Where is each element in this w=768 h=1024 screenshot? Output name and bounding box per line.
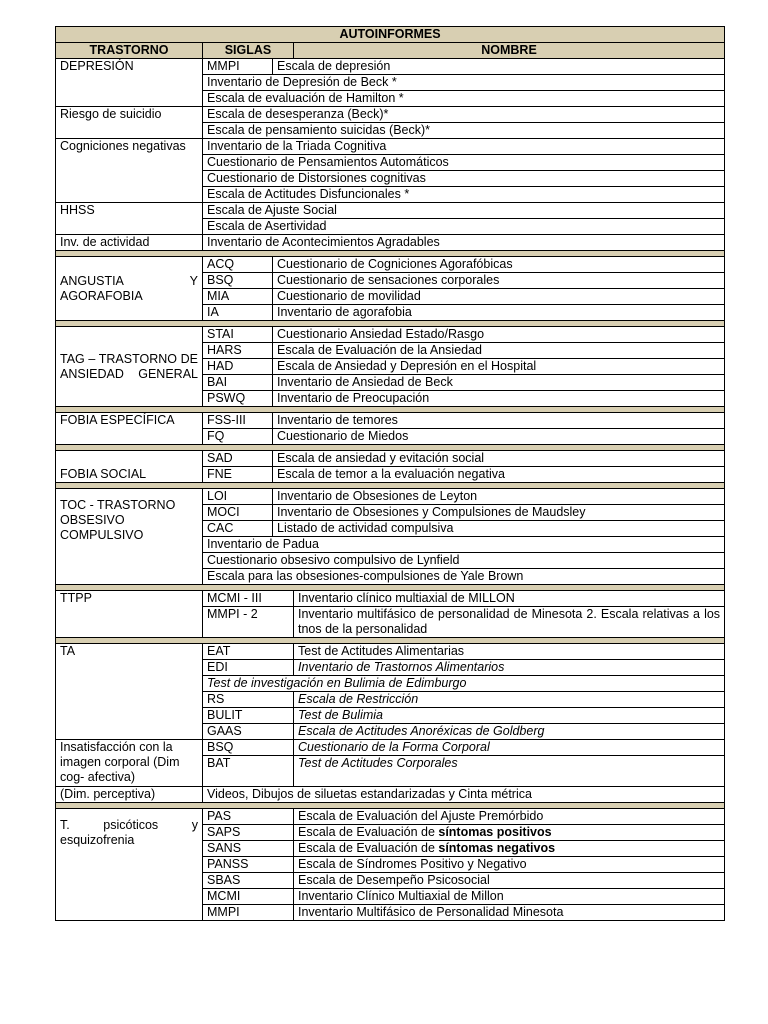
name-cell: Inventario Clínico Multiaxial de Millon <box>294 889 725 905</box>
sigla-cell: PSWQ <box>203 391 273 407</box>
sigla-cell: FNE <box>203 467 273 483</box>
header-nombre: NOMBRE <box>294 43 725 59</box>
name-cell: Inventario de temores <box>273 413 725 429</box>
sigla-cell: BSQ <box>203 740 294 756</box>
sigla-cell: MIA <box>203 289 273 305</box>
table-row <box>56 203 725 219</box>
name-cell: Inventario Multifásico de Personalidad Minesota <box>294 905 725 921</box>
disorder-toc <box>56 489 203 585</box>
name-bold: síntomas positivos <box>438 825 552 839</box>
name-cell: Escala de Evaluación de la Ansiedad <box>273 343 725 359</box>
name-cell: Inventario de Obsesiones y Compulsiones de Maudsley <box>273 505 725 521</box>
name-cell: Escala de evaluación de Hamilton * <box>203 91 725 107</box>
name-cell: Escala de Actitudes Anoréxicas de Goldberg <box>294 724 725 740</box>
header-row <box>56 43 725 59</box>
name-cell: Inventario de Padua <box>203 537 725 553</box>
name-cell: Inventario de agorafobia <box>273 305 725 321</box>
sigla-cell: STAI <box>203 327 273 343</box>
name-prefix: Escala de Evaluación de <box>298 825 439 839</box>
sigla-cell: RS <box>203 692 294 708</box>
sigla-cell: PAS <box>203 809 294 825</box>
title-row <box>56 27 725 43</box>
name-cell: Escala de Ansiedad y Depresión en el Hospital <box>273 359 725 375</box>
name-cell: Test de Bulimia <box>294 708 725 724</box>
name-cell: Escala de Actitudes Disfuncionales * <box>203 187 725 203</box>
table-row <box>56 59 725 75</box>
name-cell: Inventario multifásico de personalidad de Minesota 2. Escala relativas a los tnos de la personalidad <box>294 607 725 638</box>
disorder-angustia: ANGUSTIA Y AGORAFOBIA <box>56 257 203 321</box>
name-cell: Cuestionario de sensaciones corporales <box>273 273 725 289</box>
sigla-cell: FSS-III <box>203 413 273 429</box>
sigla-cell: BAI <box>203 375 273 391</box>
name-cell: Escala de desesperanza (Beck)* <box>203 107 725 123</box>
autoinformes-document <box>55 26 724 921</box>
name-cell: Cuestionario de Distorsiones cognitivas <box>203 171 725 187</box>
disorder-ttpp: TTPP <box>56 591 203 638</box>
sigla-cell: HAD <box>203 359 273 375</box>
table-row <box>56 327 725 343</box>
sigla-cell: MCMI <box>203 889 294 905</box>
name-cell: Inventario de la Triada Cognitiva <box>203 139 725 155</box>
name-cell: Escala de ansiedad y evitación social <box>273 451 725 467</box>
disorder-actividad: Inv. de actividad <box>56 235 203 251</box>
name-cell: Escala de depresión <box>273 59 725 75</box>
name-cell: Escala de Asertividad <box>203 219 725 235</box>
name-cell: Inventario de Obsesiones de Leyton <box>273 489 725 505</box>
sigla-cell: ACQ <box>203 257 273 273</box>
table-row <box>56 740 725 756</box>
table-row <box>56 489 725 505</box>
name-cell: Cuestionario de Miedos <box>273 429 725 445</box>
sigla-cell: PANSS <box>203 857 294 873</box>
sigla-cell: EDI <box>203 660 294 676</box>
name-cell: Inventario de Ansiedad de Beck <box>273 375 725 391</box>
name-cell: Escala de Desempeño Psicosocial <box>294 873 725 889</box>
table-row <box>56 107 725 123</box>
disorder-cogniciones: Cogniciones negativas <box>56 139 203 203</box>
disorder-suicidio: Riesgo de suicidio <box>56 107 203 139</box>
name-cell: Cuestionario de movilidad <box>273 289 725 305</box>
sigla-cell: MCMI - III <box>203 591 294 607</box>
table-row <box>56 451 725 467</box>
sigla-cell: CAC <box>203 521 273 537</box>
sigla-cell: SBAS <box>203 873 294 889</box>
table-row <box>56 591 725 607</box>
name-cell: Escala de temor a la evaluación negativa <box>273 467 725 483</box>
header-siglas: SIGLAS <box>203 43 294 59</box>
disorder-psicoticos <box>56 809 203 921</box>
sigla-cell: MMPI - 2 <box>203 607 294 638</box>
name-cell: Inventario clínico multiaxial de MILLON <box>294 591 725 607</box>
name-cell: Listado de actividad compulsiva <box>273 521 725 537</box>
disorder-hhss: HHSS <box>56 203 203 235</box>
name-cell: Test de investigación en Bulimia de Edimburgo <box>203 676 725 692</box>
name-cell <box>294 841 725 857</box>
sigla-cell: MMPI <box>203 905 294 921</box>
name-cell: Videos, Dibujos de siluetas estandarizadas y Cinta métrica <box>203 787 725 803</box>
header-trastorno: TRASTORNO <box>56 43 203 59</box>
name-cell: Inventario de Preocupación <box>273 391 725 407</box>
sigla-cell: IA <box>203 305 273 321</box>
table-title: AUTOINFORMES <box>56 27 725 43</box>
name-cell: Escala de Evaluación del Ajuste Premórbido <box>294 809 725 825</box>
name-cell: Test de Actitudes Alimentarias <box>294 644 725 660</box>
sigla-cell: SAPS <box>203 825 294 841</box>
name-cell: Cuestionario de Cogniciones Agorafóbicas <box>273 257 725 273</box>
name-cell: Inventario de Depresión de Beck * <box>203 75 725 91</box>
table-row <box>56 787 725 803</box>
name-cell: Escala para las obsesiones-compulsiones de Yale Brown <box>203 569 725 585</box>
autoinformes-table <box>55 26 725 921</box>
sigla-cell: SANS <box>203 841 294 857</box>
sigla-cell: FQ <box>203 429 273 445</box>
sigla-cell: GAAS <box>203 724 294 740</box>
name-bold: síntomas negativos <box>438 841 556 855</box>
name-cell: Cuestionario de Pensamientos Automáticos <box>203 155 725 171</box>
name-cell: Escala de Síndromes Positivo y Negativo <box>294 857 725 873</box>
name-cell: Cuestionario Ansiedad Estado/Rasgo <box>273 327 725 343</box>
name-cell <box>294 825 725 841</box>
name-cell: Inventario de Acontecimientos Agradables <box>203 235 725 251</box>
sigla-cell: BULIT <box>203 708 294 724</box>
table-row <box>56 644 725 660</box>
sigla-cell: EAT <box>203 644 294 660</box>
name-cell: Escala de pensamiento suicidas (Beck)* <box>203 123 725 139</box>
table-row <box>56 139 725 155</box>
name-cell: Cuestionario obsesivo compulsivo de Lynfield <box>203 553 725 569</box>
table-row <box>56 235 725 251</box>
name-cell: Escala de Restricción <box>294 692 725 708</box>
disorder-ta: TA <box>56 644 203 740</box>
name-cell: Test de Actitudes Corporales <box>294 756 725 787</box>
disorder-fobia-social: FOBIA SOCIAL <box>56 451 203 483</box>
name-prefix: Escala de Evaluación de <box>298 841 439 855</box>
disorder-dim-perceptiva: (Dim. perceptiva) <box>56 787 203 803</box>
disorder-tag: TAG – TRASTORNO DE ANSIEDAD GENERAL <box>56 327 203 407</box>
sigla-cell: HARS <box>203 343 273 359</box>
disorder-depresion: DEPRESIÓN <box>56 59 203 107</box>
name-cell: Cuestionario de la Forma Corporal <box>294 740 725 756</box>
name-cell: Inventario de Trastornos Alimentarios <box>294 660 725 676</box>
table-row <box>56 413 725 429</box>
sigla-cell: MMPI <box>203 59 273 75</box>
table-row <box>56 257 725 273</box>
sigla-cell: LOI <box>203 489 273 505</box>
sigla-cell: BSQ <box>203 273 273 289</box>
sigla-cell: MOCI <box>203 505 273 521</box>
sigla-cell: SAD <box>203 451 273 467</box>
disorder-fobia-especifica: FOBIA ESPECÍFICA <box>56 413 203 445</box>
sigla-cell: BAT <box>203 756 294 787</box>
disorder-toc-label: TOC - TRASTORNO OBSESIVO COMPULSIVO <box>60 498 176 542</box>
name-cell: Escala de Ajuste Social <box>203 203 725 219</box>
disorder-psicoticos-label: T. psicóticos y esquizofrenia <box>60 818 198 847</box>
disorder-imagen-corporal: Insatisfacción con la imagen corporal (Dim cog- afectiva) <box>56 740 203 787</box>
table-row <box>56 809 725 825</box>
